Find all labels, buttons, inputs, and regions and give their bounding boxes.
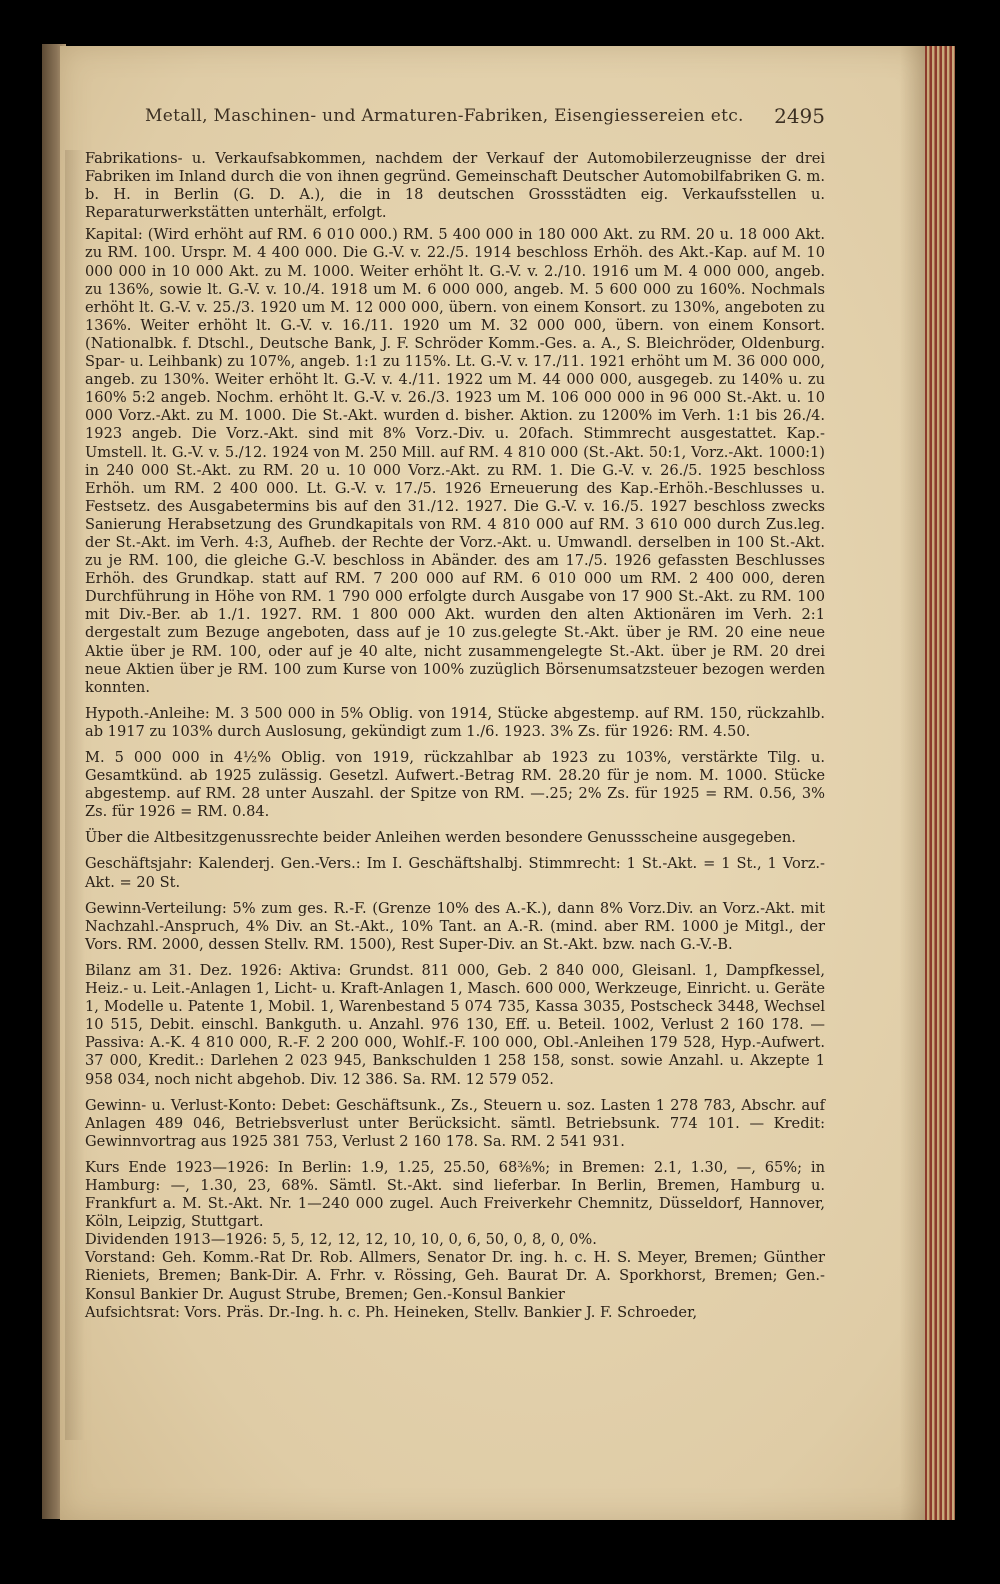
- page-number: 2495: [774, 104, 825, 128]
- paragraph-kapital: Kapital: (Wird erhöht auf RM. 6 010 000.) RM. 5 400 000 in 180 000 Akt. zu RM. 20 u. 18 000 Akt. zu RM. 100. Urspr. M. 4 400 000. Die G.-V. v. 22./5. 1914 beschloss Erhöh. des Akt.-Kap. auf M. 10 000 000 in 10 000 Akt. zu M. 1000. Weiter erhöht lt. G.-V. v. 2./10. 1916 um M. 4 000 000, angeb. zu 136%, sowie lt. G.-V. v. 10./4. 1918 um M. 6 000 000, angeb. M. 5 600 000 zu 160%. Nochmals erhöht lt. G.-V. v. 25./3. 1920 um M. 12 000 000, übern. von einem Konsort. zu 130%, angeboten zu 136%. Weiter erhöht lt. G.-V. v. 16./11. 1920 um M. 32 000 000, übern. von einem Konsort. (Nationalbk. f. Dtschl., Deutsche Bank, J. F. Schröder Komm.-Ges. a. A., S. Bleichröder, Oldenburg. Spar- u. Leihbank) zu 107%, angeb. 1:1 zu 115%. Lt. G.-V. v. 17./11. 1921 erhöht um M. 36 000 000, angeb. zu 130%. Weiter erhöht lt. G.-V. v. 4./11. 1922 um M. 44 000 000, ausgegeb. zu 140% u. zu 160% 5:2 angeb. Nochm. erhöht lt. G.-V. v. 26./3. 1923 um M. 106 000 000 in 96 000 St.-Akt. u. 10 000 Vorz.-Akt. zu M. 1000. Die St.-Akt. wurden d. bisher. Aktion. zu 1200% im Verh. 1:1 bis 26./4. 1923 angeb. Die Vorz.-Akt. sind mit 8% Vorz.-Div. u. 20fach. Stimmrecht ausgestattet. Kap.-Umstell. lt. G.-V. v. 5./12. 1924 von M. 250 Mill. auf RM. 4 810 000 (St.-Akt. 50:1, Vorz.-Akt. 1000:1) in 240 000 St.-Akt. zu RM. 20 u. 10 000 Vorz.-Akt. zu RM. 1. Die G.-V. v. 26./5. 1925 beschloss Erhöh. um RM. 2 400 000. Lt. G.-V. v. 17./5. 1926 Erneuerung des Kap.-Erhöh.-Beschlusses u. Festsetz. des Ausgabetermins bis auf den 31./12. 1927. Die G.-V. v. 16./5. 1927 beschloss zwecks Sanierung Herabsetzung des Grundkapitals von RM. 4 810 000 auf RM. 3 610 000 durch Zus.leg. der St.-Akt. im Verh. 4:3, Aufheb. der Rechte der Vorz.-Akt. u. Umwandl. derselben in 100 St.-Akt. zu je RM. 100, die gleiche G.-V. beschloss in Abänder. des am 17./5. 1926 gefassten Beschlusses Erhöh. des Grundkap. statt auf RM. 7 200 000 auf RM. 6 010 000 um RM. 2 400 000, deren Durchführung in Höhe von RM. 1 790 000 erfolgte durch Ausgabe von 17 900 St.-Akt. zu RM. 100 mit Div.-Ber. ab 1./1. 1927. RM. 1 800 000 Akt. wurden den alten Aktionären im Verh. 2:1 dergestalt zum Bezuge angeboten, dass auf je 10 zus.gelegte St.-Akt. über je RM. 20 eine neue Aktie über je RM. 100, oder auf je 40 alte, nicht zusammengelegte St.-Akt. über je RM. 20 drei neue Aktien über je RM. 100 zum Kurse von 100% zuzüglich Börsenumsatzsteuer bezogen werden konnten.: [85, 226, 825, 696]
- body-text: [85, 150, 825, 1322]
- paragraph-geschaeftsjahr: Geschäftsjahr: Kalenderj. Gen.-Vers.: Im I. Geschäftshalbj. Stimmrecht: 1 St.-Akt. = 1 St., 1 Vorz.-Akt. = 20 St.: [85, 855, 825, 891]
- page-header: [85, 106, 825, 134]
- left-margin-shadow: [65, 150, 85, 1440]
- paragraph-dividenden: Dividenden 1913—1926: 5, 5, 12, 12, 12, 10, 10, 0, 6, 50, 0, 8, 0, 0%.: [85, 1231, 597, 1249]
- paragraph-gewinn-verteilung: Gewinn-Verteilung: 5% zum ges. R.-F. (Grenze 10% des A.-K.), dann 8% Vorz.Div. an Vorz.-Akt. mit Nachzahl.-Anspruch, 4% Div. an St.-Akt., 10% Tant. an A.-R. (mind. aber RM. 1000 je Mitgl., der Vors. RM. 2000, dessen Stellv. RM. 1500), Rest Super-Div. an St.-Akt. bzw. nach G.-V.-B.: [85, 899, 825, 953]
- page-stack-edge: [925, 46, 955, 1520]
- paragraph-fabrikations: Fabrikations- u. Verkaufsabkommen, nachdem der Verkauf der Automobilerzeugnisse der drei Fabriken im Inland durch die von ihnen gegründ. Gemeinschaft Deutscher Automobilfabriken G. m. b. H. in Berlin (G. D. A.), die in 18 deutschen Grossstädten eig. Verkaufsstellen u. Reparaturwerkstätten unterhält, erfolgt.: [85, 150, 825, 222]
- paragraph-kurs: Kurs Ende 1923—1926: In Berlin: 1.9, 1.25, 25.50, 68⅜%; in Bremen: 2.1, 1.30, —, 65%; in Hamburg: —, 1.30, 23, 68%. Sämtl. St.-Akt. sind lieferbar. In Berlin, Bremen, Hamburg u. Frankfurt a. M. St.-Akt. Nr. 1—240 000 zugel. Auch Freiverkehr Chemnitz, Düsseldorf, Hannover, Köln, Leipzig, Stuttgart.: [85, 1158, 825, 1231]
- paragraph-vorstand: Vorstand: Geh. Komm.-Rat Dr. Rob. Allmers, Senator Dr. ing. h. c. H. S. Meyer, Bremen; Günther Rieniets, Bremen; Bank-Dir. A. Frhr. v. Rössing, Geh. Baurat Dr. A. Sporkhorst, Bremen; Gen.-Konsul Bankier Dr. August Strube, Bremen; Gen.-Konsul Bankier: [85, 1249, 825, 1303]
- paragraph-oblig-1919: M. 5 000 000 in 4½% Oblig. von 1919, rückzahlbar ab 1923 zu 103%, verstärkte Tilg. u. Gesamtkünd. ab 1925 zulässig. Gesetzl. Aufwert.-Betrag RM. 28.20 für je nom. M. 1000. Stücke abgestemp. auf RM. 28 unter Auszahl. der Spitze von RM. —.25; 2% Zs. für 1925 = RM. 0.56, 3% Zs. für 1926 = RM. 0.84.: [85, 749, 825, 821]
- paragraph-aufsichtsrat: Aufsichtsrat: Vors. Präs. Dr.-Ing. h. c. Ph. Heineken, Stellv. Bankier J. F. Schroeder,: [85, 1303, 698, 1321]
- paragraph-genussscheine: Über die Altbesitzgenussrechte beider Anleihen werden besondere Genussscheine ausgegeben.: [85, 829, 796, 847]
- paragraph-gewinn-verlust-konto: Gewinn- u. Verlust-Konto: Debet: Geschäftsunk., Zs., Steuern u. soz. Lasten 1 278 783, Abschr. auf Anlagen 489 046, Betriebsverlust unter Berücksicht. sämtl. Betriebsunk. 774 101. — Kredit: Gewinnvortrag aus 1925 381 753, Verlust 2 160 178. Sa. RM. 2 541 931.: [85, 1096, 825, 1150]
- running-title: Metall, Maschinen- und Armaturen-Fabriken, Eisengiessereien etc.: [145, 106, 744, 126]
- paragraph-hypoth-anleihe: Hypoth.-Anleihe: M. 3 500 000 in 5% Oblig. von 1914, Stücke abgestemp. auf RM. 150, rückzahlb. ab 1917 zu 103% durch Auslosung, gekündigt zum 1./6. 1923. 3% Zs. für 1926: RM. 4.50.: [85, 704, 825, 740]
- paragraph-bilanz: Bilanz am 31. Dez. 1926: Aktiva: Grundst. 811 000, Geb. 2 840 000, Gleisanl. 1, Dampfkessel, Heiz.- u. Leit.-Anlagen 1, Licht- u. Kraft-Anlagen 1, Masch. 600 000, Werkzeuge, Einricht. u. Geräte 1, Modelle u. Patente 1, Mobil. 1, Warenbestand 5 074 735, Kassa 3035, Postscheck 3448, Wechsel 10 515, Debit. einschl. Bankguth. u. Anzahl. 976 130, Eff. u. Beteil. 1002, Verlust 2 160 178. — Passiva: A.-K. 4 810 000, R.-F. 2 200 000, Wohlf.-F. 100 000, Obl.-Anleihen 179 528, Hyp.-Aufwert. 37 000, Kredit.: Darlehen 2 023 945, Bankschulden 1 258 158, sonst. sowie Anzahl. u. Akzepte 1 958 034, noch nicht abgehob. Div. 12 386. Sa. RM. 12 579 052.: [85, 961, 825, 1088]
